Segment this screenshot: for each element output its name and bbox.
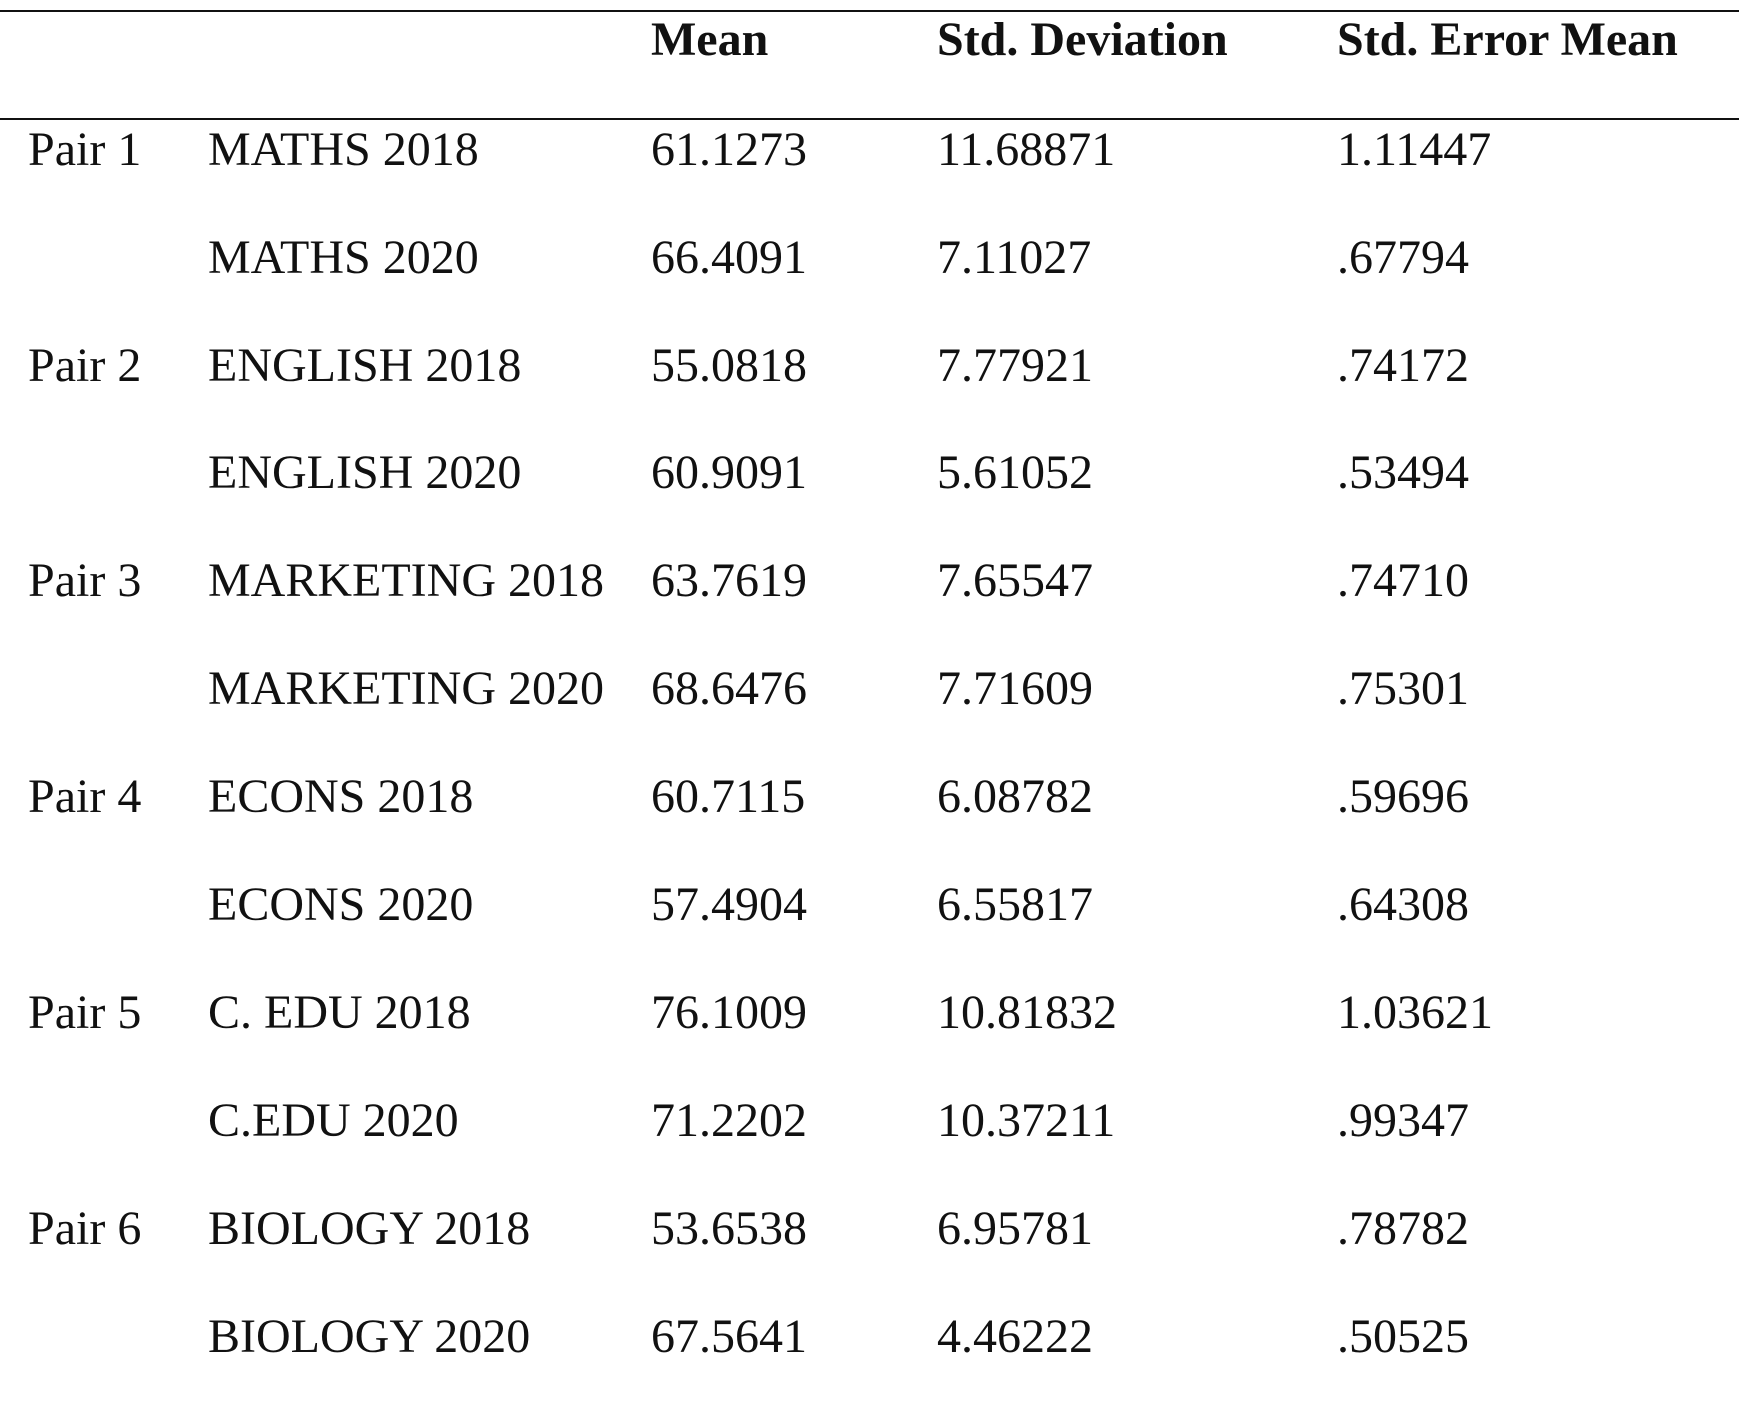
row-12-variable: BIOLOGY 2020 [208, 1310, 531, 1363]
row-9-se: 1.03621 [1337, 986, 1493, 1039]
row-1-sd: 11.68871 [937, 123, 1116, 176]
row-10-se: .99347 [1337, 1094, 1469, 1147]
row-5-variable: MARKETING 2018 [208, 554, 604, 607]
row-12-sd: 4.46222 [937, 1310, 1093, 1363]
row-11-se: .78782 [1337, 1202, 1469, 1255]
row-5-sd: 7.65547 [937, 554, 1093, 607]
row-7-variable: ECONS 2018 [208, 770, 474, 823]
row-4-variable: ENGLISH 2020 [208, 446, 522, 499]
row-3-variable: ENGLISH 2018 [208, 339, 522, 392]
row-5-se: .74710 [1337, 554, 1469, 607]
row-8-mean: 57.4904 [651, 878, 807, 931]
row-11-variable: BIOLOGY 2018 [208, 1202, 531, 1255]
row-1-variable: MATHS 2018 [208, 123, 479, 176]
row-2-variable: MATHS 2020 [208, 231, 479, 284]
row-7-mean: 60.7115 [651, 770, 806, 823]
row-8-sd: 6.55817 [937, 878, 1093, 931]
row-8-variable: ECONS 2020 [208, 878, 474, 931]
row-7-pair: Pair 4 [28, 770, 142, 823]
row-6-variable: MARKETING 2020 [208, 662, 604, 715]
row-5-pair: Pair 3 [28, 554, 142, 607]
row-11-sd: 6.95781 [937, 1202, 1093, 1255]
row-10-mean: 71.2202 [651, 1094, 807, 1147]
header-bottom-rule [0, 118, 1739, 120]
row-10-variable: C.EDU 2020 [208, 1094, 459, 1147]
row-11-mean: 53.6538 [651, 1202, 807, 1255]
row-4-sd: 5.61052 [937, 446, 1093, 499]
row-2-se: .67794 [1337, 231, 1469, 284]
row-5-mean: 63.7619 [651, 554, 807, 607]
row-1-mean: 61.1273 [651, 123, 807, 176]
row-7-se: .59696 [1337, 770, 1469, 823]
row-1-se: 1.11447 [1337, 123, 1492, 176]
row-3-pair: Pair 2 [28, 339, 142, 392]
row-11-pair: Pair 6 [28, 1202, 142, 1255]
row-2-mean: 66.4091 [651, 231, 807, 284]
row-6-mean: 68.6476 [651, 662, 807, 715]
row-10-sd: 10.37211 [937, 1094, 1116, 1147]
row-7-sd: 6.08782 [937, 770, 1093, 823]
row-12-mean: 67.5641 [651, 1310, 807, 1363]
row-6-se: .75301 [1337, 662, 1469, 715]
header-std-deviation: Std. Deviation [937, 13, 1228, 66]
row-4-mean: 60.9091 [651, 446, 807, 499]
row-9-variable: C. EDU 2018 [208, 986, 471, 1039]
row-12-se: .50525 [1337, 1310, 1469, 1363]
row-3-mean: 55.0818 [651, 339, 807, 392]
row-9-pair: Pair 5 [28, 986, 142, 1039]
header-std-error-mean: Std. Error Mean [1337, 13, 1678, 66]
row-4-se: .53494 [1337, 446, 1469, 499]
row-8-se: .64308 [1337, 878, 1469, 931]
row-6-sd: 7.71609 [937, 662, 1093, 715]
row-9-mean: 76.1009 [651, 986, 807, 1039]
row-9-sd: 10.81832 [937, 986, 1117, 1039]
row-3-sd: 7.77921 [937, 339, 1093, 392]
row-3-se: .74172 [1337, 339, 1469, 392]
row-2-sd: 7.11027 [937, 231, 1092, 284]
header-mean: Mean [651, 13, 769, 66]
row-1-pair: Pair 1 [28, 123, 142, 176]
